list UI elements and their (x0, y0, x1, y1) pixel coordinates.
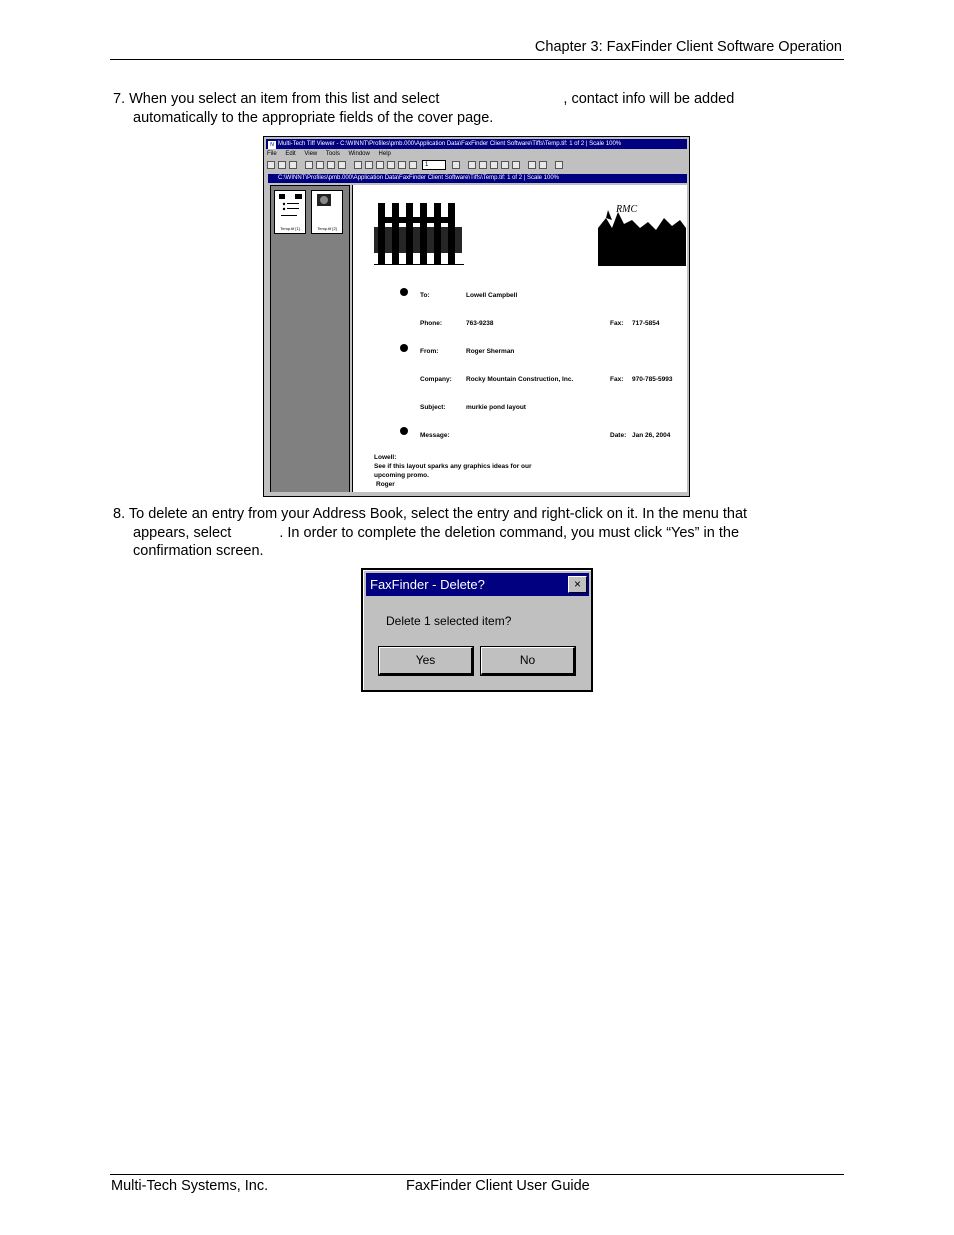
fax-logo-graphic (372, 199, 467, 269)
fax2-label: Fax: (610, 376, 624, 383)
subject-label: Subject: (420, 404, 446, 411)
from-label: From: (420, 348, 439, 355)
company-value: Rocky Mountain Construction, Inc. (466, 376, 574, 383)
no-button[interactable]: No (481, 647, 575, 675)
subject-value: murkie pond layout (466, 404, 526, 411)
bullet-dot (400, 288, 408, 296)
bullet-dot (400, 344, 408, 352)
fit-icon[interactable] (316, 161, 324, 169)
menu-tools[interactable]: Tools (325, 151, 340, 157)
message-line-2: See if this layout sparks any graphics ideas for our (374, 463, 532, 470)
phone-value: 763-9238 (466, 320, 494, 327)
step-7-text-a: 7. When you select an item from this list and select (113, 91, 440, 107)
first-page-icon[interactable] (452, 161, 460, 169)
message-label: Message: (420, 432, 450, 439)
message-line-3: upcoming promo. (374, 472, 429, 479)
yes-button[interactable]: Yes (379, 647, 473, 675)
prev-page-icon[interactable] (468, 161, 476, 169)
copy-icon[interactable] (289, 161, 297, 169)
thumbnail-page-2-preview (312, 191, 342, 221)
tiff-viewer-screenshot (263, 136, 690, 497)
fax1-value: 717-5854 (632, 320, 660, 327)
step-7-line-1 (113, 90, 734, 109)
footer-guide-title: FaxFinder Client User Guide (406, 1178, 590, 1194)
to-label: To: (420, 292, 430, 299)
viewer-menubar (267, 150, 398, 159)
menu-view[interactable]: View (304, 151, 318, 157)
next-page-icon[interactable] (479, 161, 487, 169)
document-title-text: C:\WINNT\Profiles\pmb.000\Application Data\FaxFinder Client Software\Tiffs\Temp.tif: 1 of 2 | Scale 100% (278, 175, 560, 181)
menu-file[interactable]: File (267, 151, 277, 157)
step-7-line-2: automatically to the appropriate fields of the cover page. (133, 110, 494, 126)
thumbnails-icon[interactable] (501, 161, 509, 169)
rotate-icon[interactable] (376, 161, 384, 169)
delete-dialog (361, 568, 593, 692)
step-8-text-b: . In order to complete the deletion command, you must click “Yes” in the (279, 525, 740, 541)
menu-help[interactable]: Help (378, 151, 391, 157)
viewer-title-bar (266, 139, 687, 149)
phone-label: Phone: (420, 320, 443, 327)
send-icon[interactable] (528, 161, 536, 169)
rmc-logo-text: RMC (616, 204, 638, 215)
thumbnail-label: Temp.tif [2] (317, 226, 337, 231)
step-8-line-2 (133, 524, 739, 543)
bullet-dot (400, 427, 408, 435)
annotate-icon[interactable] (409, 161, 417, 169)
viewer-bottom-edge (270, 492, 689, 496)
date-label: Date: (610, 432, 627, 439)
step-8-line-3: confirmation screen. (133, 543, 264, 559)
message-line-4: Roger (376, 481, 395, 488)
menu-window[interactable]: Window (348, 151, 370, 157)
from-value: Roger Sherman (466, 348, 515, 355)
dialog-message: Delete 1 selected item? (386, 614, 512, 628)
cover-page (352, 185, 687, 493)
help-icon[interactable] (555, 161, 563, 169)
thumbnail-label: Temp.tif [1] (280, 226, 300, 231)
reply-icon[interactable] (539, 161, 547, 169)
company-label: Company: (420, 376, 452, 383)
chapter-header: Chapter 3: FaxFinder Client Software Operation (534, 39, 842, 55)
header-rule (110, 59, 844, 60)
close-icon[interactable]: × (568, 576, 587, 593)
last-page-icon[interactable] (490, 161, 498, 169)
page-select[interactable]: 1 (422, 160, 446, 170)
step-8-line-1: 8. To delete an entry from your Address Book, select the entry and right-click on it. In the menu that (113, 506, 748, 522)
message-line-1: Lowell: (374, 454, 397, 461)
zoom-out-icon[interactable] (365, 161, 373, 169)
open-icon[interactable] (267, 161, 275, 169)
footer-company: Multi-Tech Systems, Inc. (111, 1178, 269, 1194)
footer-rule (110, 1174, 844, 1175)
dialog-title-bar (366, 573, 589, 596)
menu-edit[interactable]: Edit (285, 151, 296, 157)
thumbnail-page-1[interactable] (274, 190, 306, 234)
document-title-bar (268, 174, 687, 183)
dialog-title: FaxFinder - Delete? (370, 577, 485, 592)
viewer-title-text: Multi-Tech Tiff Viewer - C:\WINNT\Profiles\pmb.000\Application Data\FaxFinder Client Software\Tiffs\Temp.tif: 1 of 2 | Scale 100% (278, 141, 622, 147)
app-icon: N (267, 140, 277, 149)
play-icon[interactable] (512, 161, 520, 169)
step-8-text-a: appears, select (133, 525, 232, 541)
hand-icon[interactable] (387, 161, 395, 169)
step-7-text-b: , contact info will be added (563, 91, 735, 107)
fit-height-icon[interactable] (338, 161, 346, 169)
dialog-body (363, 570, 591, 690)
to-value: Lowell Campbell (466, 292, 518, 299)
select-icon[interactable] (398, 161, 406, 169)
fax2-value: 970-785-5993 (632, 376, 673, 383)
fax1-label: Fax: (610, 320, 624, 327)
viewer-toolbar (267, 160, 686, 172)
thumbnail-page-1-preview (275, 191, 305, 221)
rmc-mountain-logo (598, 198, 686, 266)
date-value: Jan 26, 2004 (632, 432, 671, 439)
zoom-in-icon[interactable] (354, 161, 362, 169)
fit-width-icon[interactable] (327, 161, 335, 169)
thumbnail-pane (270, 185, 350, 493)
page-icon[interactable] (305, 161, 313, 169)
print-icon[interactable] (278, 161, 286, 169)
thumbnail-page-2[interactable] (311, 190, 343, 234)
